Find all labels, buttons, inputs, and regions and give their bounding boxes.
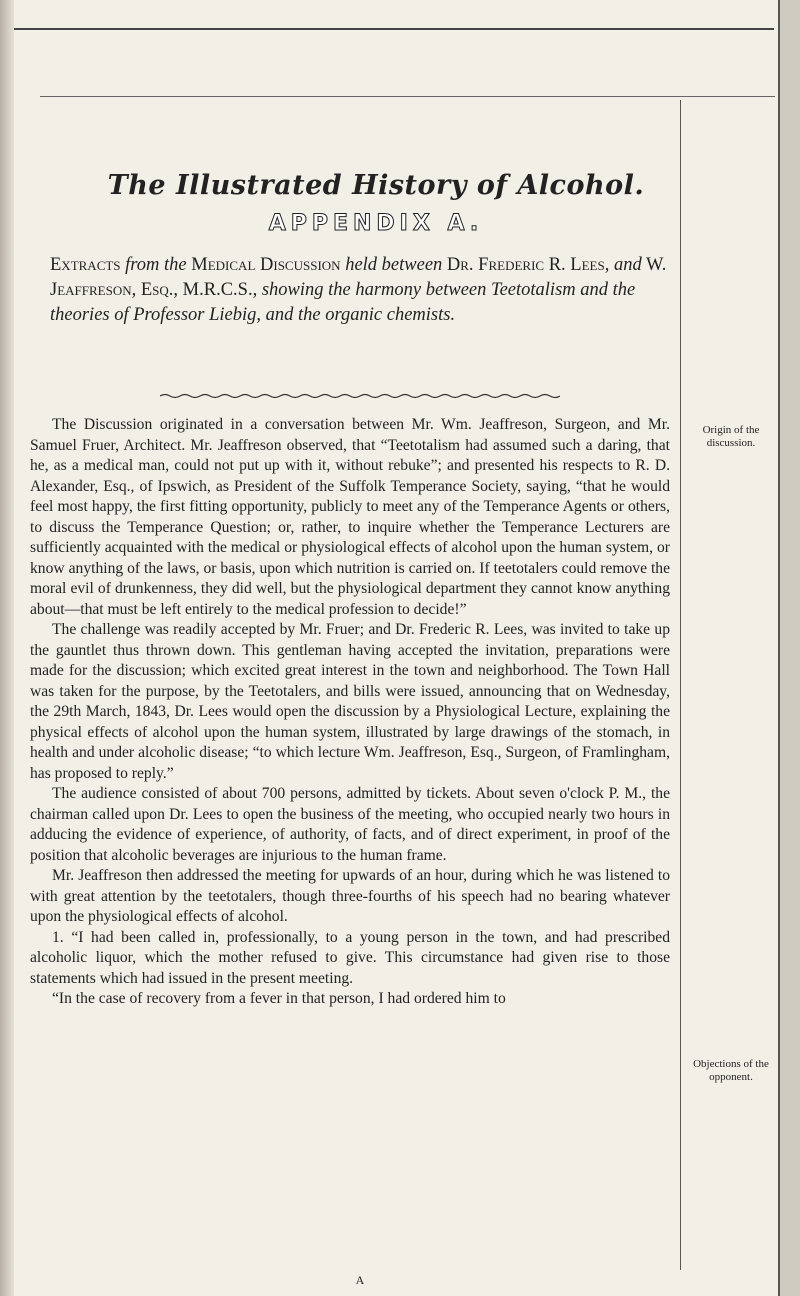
marginal-note-origin: Origin of the discussion. — [702, 424, 760, 449]
paragraph: Mr. Jeaffreson then addressed the meeting for upwards of an hour, during which he was listened to with great attention by the teetotalers, though three-fourths of his speech had no bearing whatever upon the physiological effects of alcohol. — [30, 867, 670, 925]
extracts-and: and — [613, 255, 642, 275]
paragraph: The challenge was readily accepted by Mr. Fruer; and Dr. Frederic R. Lees, was invited to take up the gauntlet thus thrown down. This gentleman having accepted the invitation, preparations were made for the discussion; which excited great interest in the town and neighborhood. The Town Hall was taken for the purpose, by the Teetotalers, and bills were issued, announcing that on Wednesday, the 29th March, 1843, Dr. Lees would open the discussion by a Physiological Lecture, explaining the physical effects of alcohol upon the human system, illustrated by large drawings of the stomach, in health and under alcoholic disease; “to which lecture Wm. Jeaffreson, Esq., Surgeon, of Framlingham, has proposed to reply.” — [30, 621, 670, 782]
paragraph: “In the case of recovery from a fever in that person, I had ordered him to — [52, 990, 506, 1007]
extracts-person1: Dr. Frederic R. Lees, — [442, 255, 614, 275]
body-text — [30, 415, 670, 1010]
extracts-from: from — [120, 255, 165, 275]
paragraph: The Discussion originated in a conversation between Mr. Wm. Jeaffreson, Surgeon, and Mr. Samuel Fruer, Architect. Mr. Jeaffreson observed, that “Teetotalism had assumed such a daring, that he, as a medical man, could not put up with it, without rebuke”; and presented his respects to R. D. Alexander, Esq., of Ipswich, as President of the Suffolk Temperance Society, saying, “that he would feel most happy, the first fitting opportunity, publicly to meet any of the Temperance Agents or others, to discuss the Temperance Question; or, rather, to inquire whether the Temperance Lecturers are sufficiently acquainted with the medical or physiological effects of alcohol upon the human system, or know anything of the laws, or basis, upon which nutrition is carried on. If teetotalers could remove the moral evil of drunkenness, they did well, but the physiological department they cannot know anything about—that must be left entirely to the medical profession to decide!” — [30, 416, 670, 618]
inner-rule — [40, 96, 775, 97]
extracts-person2: W. Jeaffreson, Esq., M.R.C.S., — [50, 255, 667, 300]
margin-rule — [680, 100, 681, 1270]
top-rule — [14, 28, 774, 30]
paragraph: The audience consisted of about 700 persons, admitted by tickets. About seven o'clock P. M., the chairman called upon Dr. Lees to open the business of the meeting, who occupied nearly two hours in adducing the evidence of experience, of authority, of facts, and of direct experiment, in proof of the position that alcoholic beverages are injurious to the human frame. — [30, 785, 670, 864]
running-head: The Illustrated History of Alcohol. — [107, 170, 645, 201]
extracts-subject: showing the harmony between Teetotalism and the theories of Professor Liebig, and the organic chemists. — [50, 280, 636, 325]
extracts-heading — [50, 253, 670, 328]
appendix-label: APPENDIX A. — [268, 211, 484, 236]
page-binding-shadow — [0, 0, 14, 1296]
extracts-the: the — [164, 255, 187, 275]
extracts-source: Medical Discussion — [186, 255, 346, 275]
marginal-note-objections: Objections of the opponent. — [693, 1058, 769, 1083]
paragraph: 1. “I had been called in, professionally, to a young person in the town, and had prescribed alcoholic liquor, which the mother refused to give. This circumstance had given rise to those statements which had issued in the present meeting. — [30, 928, 670, 987]
extracts-lead: Extracts — [50, 255, 121, 275]
extracts-held-between: held between — [345, 255, 443, 275]
signature-mark: A — [355, 1273, 365, 1287]
ornamental-rule — [160, 393, 560, 399]
